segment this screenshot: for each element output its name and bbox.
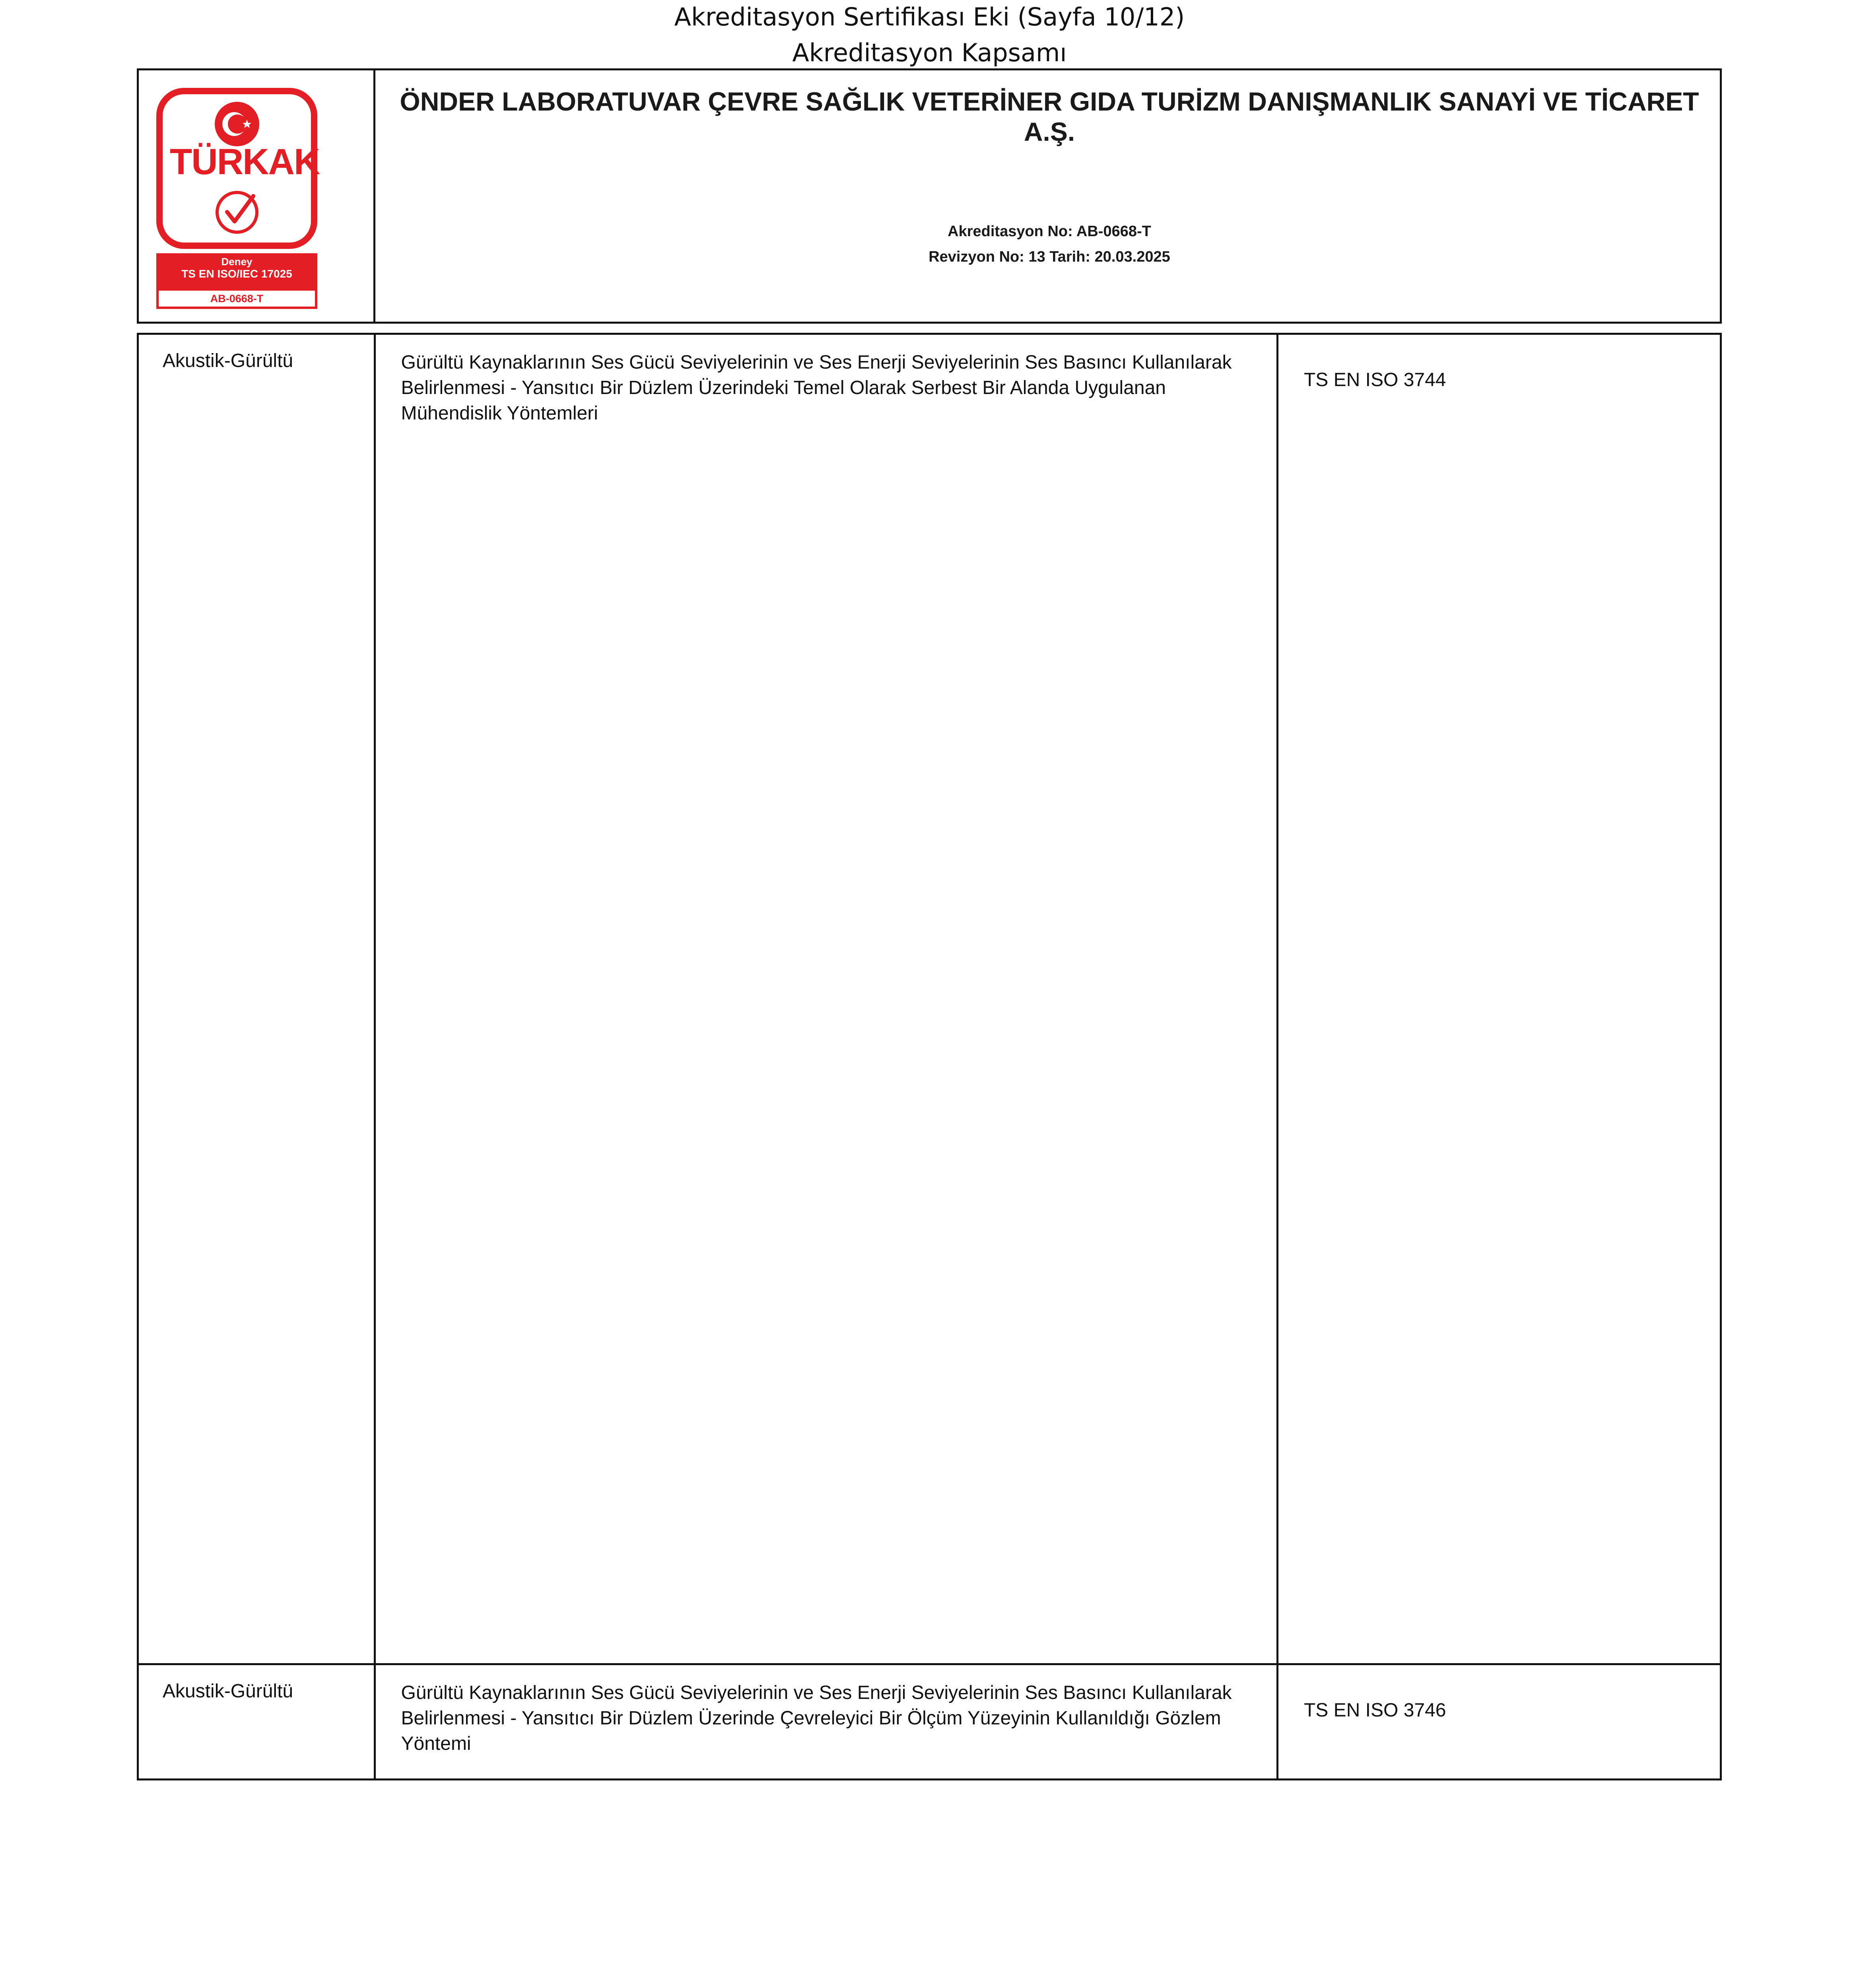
certificate-header — [137, 68, 1722, 324]
page-header-line1: Akreditasyon Sertifikası Eki (Sayfa 10/12) — [674, 2, 1185, 31]
description-cell: Gürültü Kaynaklarının Ses Gücü Seviyelerinin ve Ses Enerji Seviyelerinin Ses Basıncı Kullanılarak Belirlenmesi - Yansıtıcı Bir Düzlem Üzerinde Çevreleyici Bir Ölçüm Yüzeyinin Kullanıldığı Gözlem Yöntemi — [375, 1664, 1277, 1780]
page-header-line2: Akreditasyon Kapsamı — [792, 38, 1067, 67]
badge-type: Deney — [221, 256, 253, 268]
standard-cell: TS EN ISO 3746 — [1277, 1664, 1721, 1780]
checkmark-icon — [214, 189, 260, 236]
scope-table — [137, 333, 1722, 1780]
revision-info: Revizyon No: 13 Tarih: 20.03.2025 — [929, 248, 1170, 265]
company-name: ÖNDER LABORATUVAR ÇEVRE SAĞLIK VETERİNER GIDA TURİZM DANIŞMANLIK SANAYİ VE TİCARET A.Ş. — [400, 87, 1699, 146]
standard-cell: TS EN ISO 3744 — [1277, 334, 1721, 1664]
table-row — [138, 1664, 1721, 1780]
accreditation-number: Akreditasyon No: AB-0668-T — [948, 223, 1151, 240]
table-row — [138, 334, 1721, 1664]
badge-code: AB-0668-T — [159, 291, 315, 307]
logo-wordmark: TÜRKAK — [170, 142, 320, 182]
crescent-star-icon — [214, 101, 260, 148]
turkak-logo — [156, 88, 320, 249]
logo-cell — [139, 70, 375, 322]
accreditation-badge — [156, 253, 317, 309]
badge-standard: TS EN ISO/IEC 17025 — [181, 268, 292, 280]
field-cell: Akustik-Gürültü — [138, 334, 375, 1664]
description-cell: Gürültü Kaynaklarının Ses Gücü Seviyelerinin ve Ses Enerji Seviyelerinin Ses Basıncı Kullanılarak Belirlenmesi - Yansıtıcı Bir Düzlem Üzerindeki Temel Olarak Serbest Bir Alanda Uygulanan Mühendislik Yöntemleri — [375, 334, 1277, 1664]
field-cell: Akustik-Gürültü — [138, 1664, 375, 1780]
